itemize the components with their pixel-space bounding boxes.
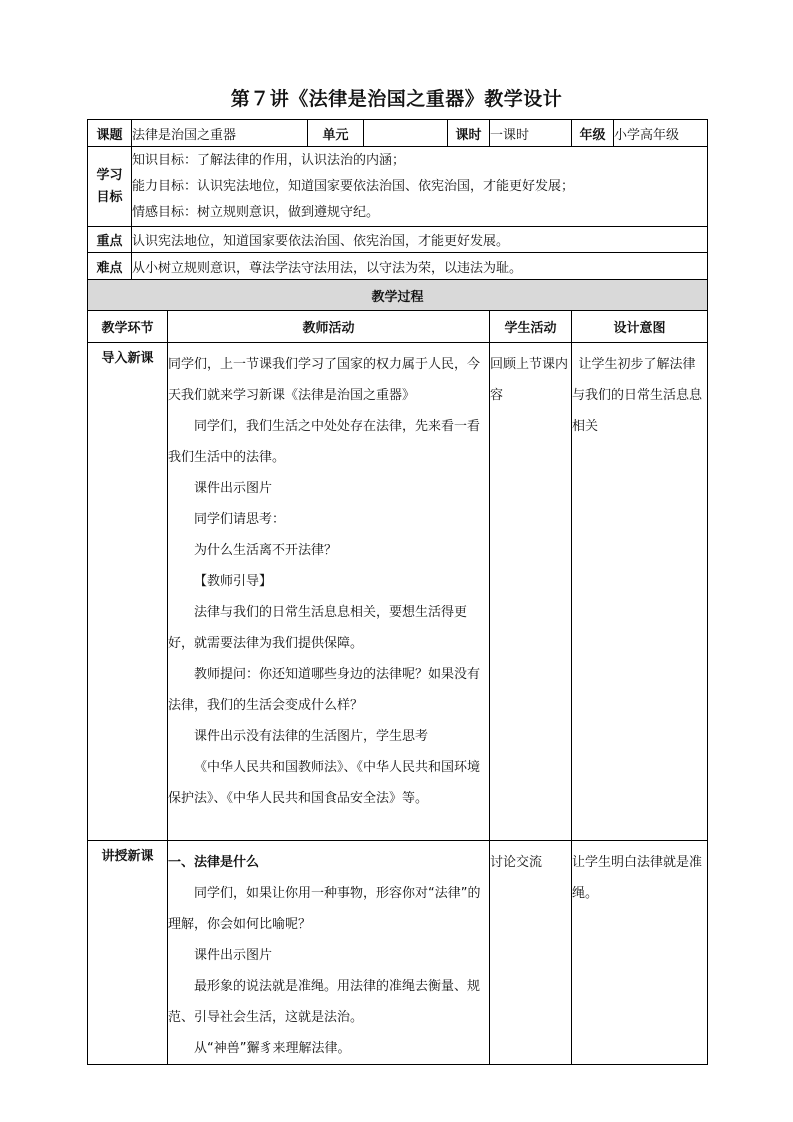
teacher-paragraph: 【教师引导】 xyxy=(194,574,273,589)
teacher-paragraph: 最形象的说法就是准绳。用法律的准绳去衡量、规范、引导社会生活，这就是法治。 xyxy=(168,979,481,1025)
teacher-paragraph: 《中华人民共和国教师法》、《中华人民共和国环境保护法》、《中华人民共和国食品安全法》等。 xyxy=(168,760,481,806)
column-header-student: 学生活动 xyxy=(490,311,572,343)
teacher-paragraph: 课件出示没有法律的生活图片，学生思考 xyxy=(194,729,429,744)
process-row-new-lesson xyxy=(88,841,708,1065)
teacher-paragraph: 法律与我们的日常生活息息相关，要想生活得更好，就需要法律为我们提供保障。 xyxy=(168,605,468,651)
column-header-teacher: 教师活动 xyxy=(168,311,490,343)
goals-label-text: 学习目标 xyxy=(96,167,123,205)
goal-item: 知识目标：了解法律的作用，认识法治的内涵； xyxy=(132,152,406,168)
unit-label: 单元 xyxy=(308,120,364,147)
lesson-plan-table xyxy=(87,119,708,1065)
student-activity-intro: 回顾上节课内容 xyxy=(490,343,572,841)
period-value: 一课时 xyxy=(490,120,572,147)
teacher-paragraph: 从“神兽”獬豸来理解法律。 xyxy=(194,1041,351,1056)
stage-new-lesson: 讲授新课 xyxy=(88,841,168,1065)
unit-value xyxy=(364,120,448,147)
key-point-label: 重点 xyxy=(88,227,132,253)
teacher-activity-new-lesson xyxy=(168,841,490,1065)
teacher-paragraph: 同学们请思考： xyxy=(194,512,286,527)
document-title: 第７讲《法律是治国之重器》教学设计 xyxy=(230,88,563,110)
design-intent-intro: 让学生初步了解法律与我们的日常生活息息相关 xyxy=(572,343,708,841)
teacher-paragraph: 课件出示图片 xyxy=(194,481,273,496)
key-point-row xyxy=(88,227,708,253)
teacher-paragraph: 课件出示图片 xyxy=(194,948,273,963)
goals-row xyxy=(88,147,708,227)
goals-content xyxy=(132,147,708,227)
teacher-activity-intro xyxy=(168,343,490,841)
teacher-paragraph: 同学们，如果让你用一种事物，形容你对“法律”的理解，你会如何比喻呢？ xyxy=(168,886,481,932)
topic-value: 法律是治国之重器 xyxy=(132,120,308,147)
column-header-stage: 教学环节 xyxy=(88,311,168,343)
teacher-paragraph: 同学们，上一节课我们学习了国家的权力属于人民，今天我们就来学习新课《法律是治国之重器》 xyxy=(168,357,481,403)
goals-label xyxy=(88,147,132,227)
teacher-paragraph: 教师提问：你还知道哪些身边的法律呢？如果没有法律，我们的生活会变成什么样？ xyxy=(168,667,481,713)
goal-item: 情感目标：树立规则意识，做到遵规守纪。 xyxy=(132,204,380,220)
column-header-intent: 设计意图 xyxy=(572,311,708,343)
info-row xyxy=(88,120,708,147)
design-intent-new-lesson: 让学生明白法律就是准绳。 xyxy=(572,841,708,1065)
key-point-text: 认识宪法地位，知道国家要依法治国、依宪治国，才能更好发展。 xyxy=(132,227,708,253)
difficulty-row xyxy=(88,253,708,280)
section-heading: 一、法律是什么 xyxy=(168,855,260,870)
teacher-paragraph: 同学们，我们生活之中处处存在法律，先来看一看我们生活中的法律。 xyxy=(168,419,481,465)
stage-intro: 导入新课 xyxy=(88,343,168,841)
grade-label: 年级 xyxy=(572,120,614,147)
grade-value: 小学高年级 xyxy=(614,120,708,147)
difficulty-label: 难点 xyxy=(88,253,132,280)
goal-item: 能力目标：认识宪法地位，知道国家要依法治国、依宪治国，才能更好发展； xyxy=(132,178,575,194)
process-heading: 教学过程 xyxy=(88,280,708,311)
process-row-intro xyxy=(88,343,708,841)
student-activity-new-lesson: 讨论交流 xyxy=(490,841,572,1065)
process-heading-row xyxy=(88,280,708,311)
topic-label: 课题 xyxy=(88,120,132,147)
process-columns-row xyxy=(88,311,708,343)
difficulty-text: 从小树立规则意识，尊法学法守法用法，以守法为荣，以违法为耻。 xyxy=(132,253,708,280)
period-label: 课时 xyxy=(448,120,490,147)
teacher-paragraph: 为什么生活离不开法律？ xyxy=(194,543,338,558)
